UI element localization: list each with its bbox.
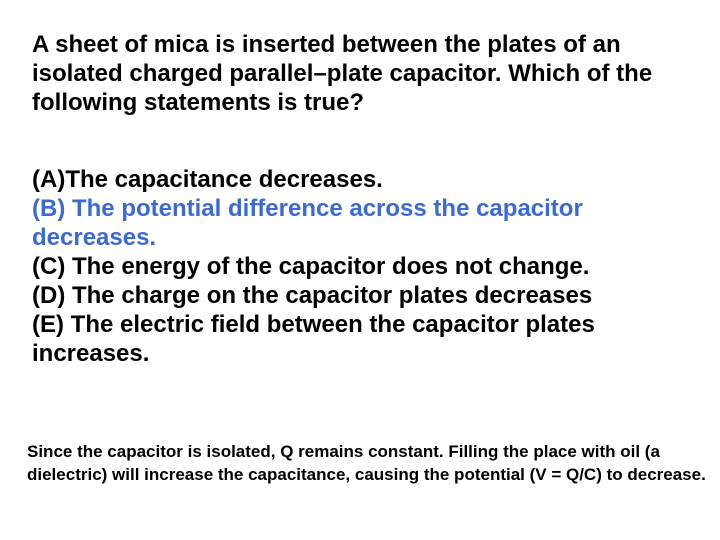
option-c: (C) The energy of the capacitor does not change. — [32, 253, 590, 280]
explanation-text: Since the capacitor is isolated, Q remains constant. Filling the place with oil (a dielectric) will increase the capacitance, causing the potential (V = Q/C) to decrease. — [27, 442, 706, 484]
answer-options-list — [32, 165, 712, 368]
option-a: (A)The capacitance decreases. — [32, 166, 383, 193]
question-text: A sheet of mica is inserted between the plates of an isolated charged parallel–plate capacitor. Which of the following statements is true? — [32, 31, 653, 116]
option-b: (B) The potential difference across the capacitor decreases. — [32, 195, 583, 251]
option-d: (D) The charge on the capacitor plates decreases — [32, 282, 593, 309]
option-e: (E) The electric field between the capacitor plates increases. — [32, 311, 595, 367]
